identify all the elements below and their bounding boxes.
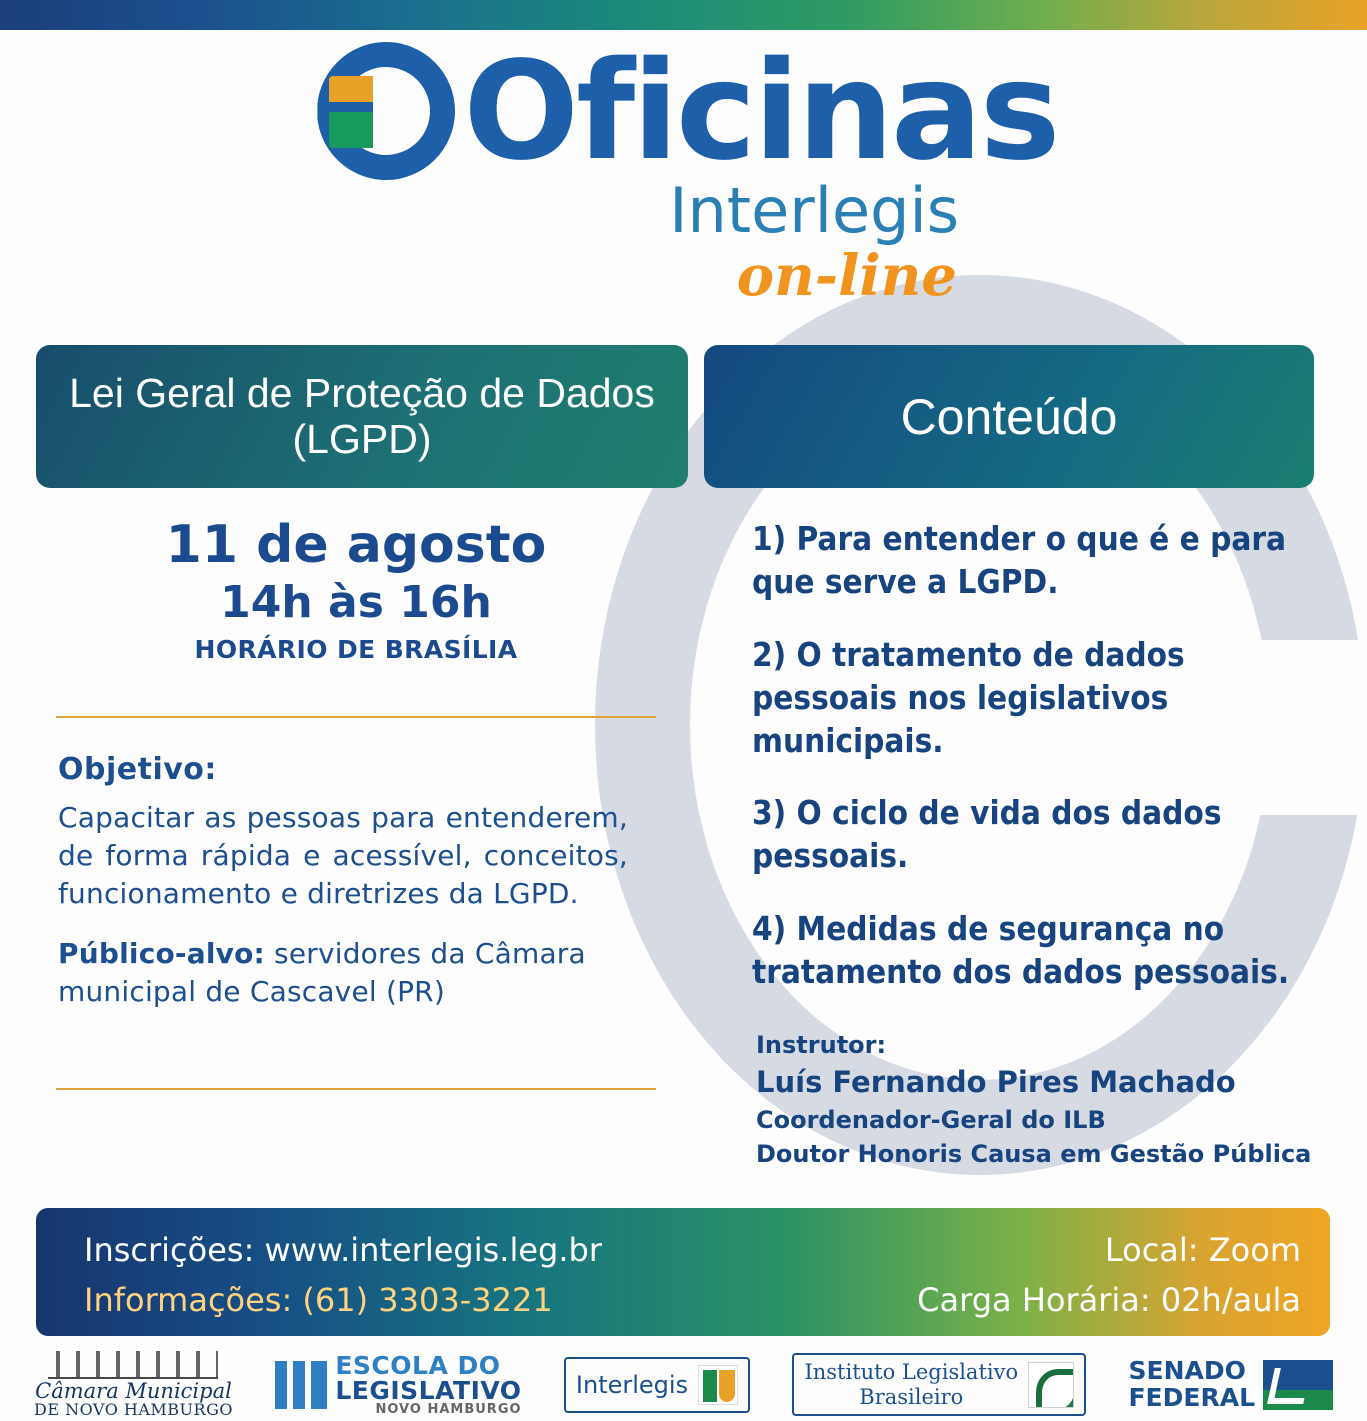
logo-instituto-legislativo-brasileiro — [792, 1353, 1086, 1415]
ilb-line1: Instituto Legislativo — [804, 1360, 1019, 1385]
content-item: 3) O ciclo de vida dos dados pessoais. — [752, 793, 1222, 876]
content-title-pill: Conteúdo — [704, 345, 1314, 488]
poster-header — [0, 33, 1367, 309]
target-audience-label: Público-alvo: — [58, 937, 265, 971]
content-item: 1) Para entender o que é e para que serve a LGPD. — [752, 519, 1287, 601]
title-oficinas: Oficinas — [463, 33, 1058, 191]
divider-bottom — [56, 1088, 656, 1090]
title-online: on-line — [736, 243, 957, 309]
registration-line — [84, 1226, 602, 1276]
objective-label: Objetivo: — [58, 752, 217, 787]
logo-escola-legislativo — [275, 1353, 521, 1416]
interlegis-symbol-icon — [698, 1365, 738, 1405]
instructor-honor: Doutor Honoris Causa em Gestão Pública — [756, 1140, 1312, 1169]
escola-line1: ESCOLA DO — [335, 1351, 501, 1380]
interlegis-label: Interlegis — [575, 1370, 689, 1399]
registration-url[interactable]: www.interlegis.leg.br — [264, 1231, 602, 1269]
camara-line2: DE NOVO HAMBURGO — [34, 1400, 233, 1419]
logo-interlegis — [564, 1357, 750, 1413]
event-workload: Carga Horária: 02h/aula — [917, 1280, 1301, 1319]
escola-line3: NOVO HAMBURGO — [375, 1402, 522, 1417]
divider-top — [56, 716, 656, 718]
instructor-role: Coordenador-Geral do ILB — [756, 1106, 1106, 1135]
event-timezone: HORÁRIO DE BRASÍLIA — [194, 634, 518, 664]
brand-logo — [0, 33, 1367, 191]
escola-line2: LEGISLATIVO — [335, 1376, 522, 1405]
partner-logos-strip — [0, 1348, 1367, 1421]
instructor-block — [756, 1028, 1326, 1171]
info-label: Informações: — [84, 1280, 293, 1319]
oficinas-c-icon — [309, 36, 461, 188]
event-place: Local: Zoom — [1104, 1231, 1301, 1269]
event-date: 11 de agosto — [165, 515, 547, 575]
schedule-block — [56, 515, 656, 664]
escola-bars-icon — [275, 1361, 327, 1409]
objective-block — [58, 752, 628, 1011]
top-gradient-strip — [0, 0, 1367, 30]
senado-flag-icon — [1263, 1360, 1333, 1410]
logo-camara-novo-hamburgo — [34, 1351, 233, 1418]
course-title-pill: Lei Geral de Proteção de Dados (LGPD) — [36, 345, 688, 488]
target-audience-text: servidores da Câmara municipal de Cascavel (PR) — [58, 937, 586, 1009]
event-hours: 14h às 16h — [220, 576, 492, 628]
registration-label: Inscrições: — [84, 1231, 255, 1269]
skyline-icon — [48, 1351, 218, 1379]
target-audience — [58, 935, 628, 1011]
info-phone[interactable]: (61) 3303-3221 — [302, 1280, 553, 1319]
logo-senado-federal — [1128, 1358, 1333, 1411]
instructor-name: Luís Fernando Pires Machado — [756, 1065, 1236, 1100]
camara-line1: Câmara Municipal — [35, 1379, 232, 1403]
objective-text: Capacitar as pessoas para entenderem, de forma rápida e acessível, conceitos, funcionamento e diretrizes da LGPD. — [58, 801, 628, 911]
instructor-label: Instrutor: — [756, 1031, 887, 1059]
footer-details — [917, 1226, 1301, 1325]
senado-line2: FEDERAL — [1128, 1382, 1255, 1412]
content-items-list — [752, 518, 1312, 1024]
info-line — [84, 1276, 602, 1326]
ilb-line2: Brasileiro — [859, 1384, 964, 1409]
ilb-symbol-icon — [1028, 1362, 1074, 1408]
title-interlegis: Interlegis — [669, 174, 959, 247]
content-item: 4) Medidas de segurança no tratamento dos dados pessoais. — [752, 909, 1290, 992]
senado-line1: SENADO — [1128, 1356, 1246, 1386]
footer-contact — [84, 1226, 602, 1325]
content-item: 2) O tratamento de dados pessoais nos legislativos municipais. — [752, 634, 1185, 760]
